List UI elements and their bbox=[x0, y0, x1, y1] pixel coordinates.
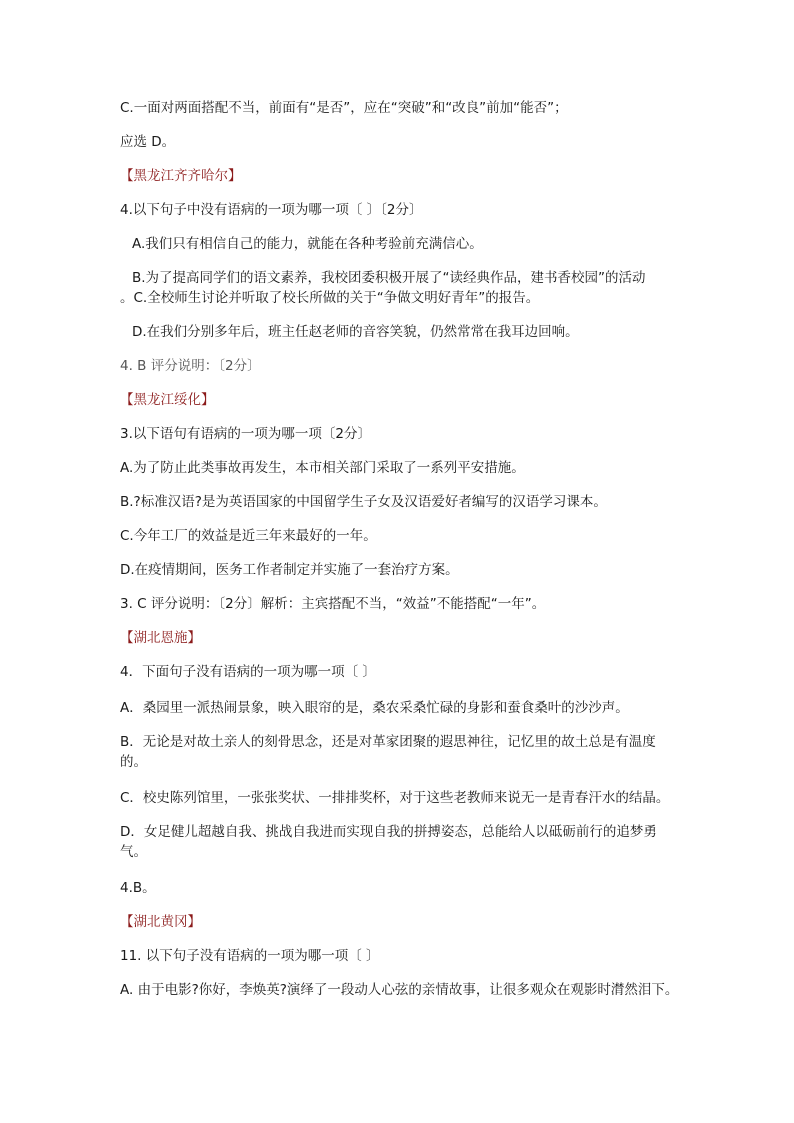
question-text: 11. 以下句子没有语病的一项为哪一项〔 〕 bbox=[120, 948, 380, 964]
section-heading: 【湖北恩施】 bbox=[120, 630, 201, 646]
option-d: D．女足健儿超越自我、挑战自我进而实现自我的拼搏姿态，总能给人以砥砺前行的追梦勇气。 bbox=[120, 824, 657, 860]
option-c: C.今年工厂的效益是近三年来最好的一年。 bbox=[120, 528, 377, 544]
section-heading: 【黑龙江绥化】 bbox=[120, 392, 215, 408]
option-d: D.在疫情期间，医务工作者制定并实施了一套治疗方案。 bbox=[120, 562, 459, 578]
section-heading: 【黑龙江齐齐哈尔】 bbox=[120, 168, 242, 184]
answer-text: 4. B 评分说明：〔2分〕 bbox=[120, 358, 261, 374]
option-b: B.?标准汉语?是为英语国家的中国留学生子女及汉语爱好者编写的汉语学习课本。 bbox=[120, 494, 607, 510]
answer-text: 4.B。 bbox=[120, 880, 156, 896]
option-b: B.为了提高同学们的语文素养，我校团委积极开展了“读经典作品，建书香校园”的活动 bbox=[132, 270, 646, 286]
option-a: A.为了防止此类事故再发生，本市相关部门采取了一系列平安措施。 bbox=[120, 460, 525, 476]
option-a: A. 由于电影?你好，李焕英?演绎了一段动人心弦的亲情故事，让很多观众在观影时潸然泪下。 bbox=[120, 982, 679, 998]
question-text: 3.以下语句有语病的一项为哪一项〔2分〕 bbox=[120, 426, 371, 442]
section-heading: 【湖北黄冈】 bbox=[120, 914, 201, 930]
option-c: C．校史陈列馆里，一张张奖状、一排排奖杯，对于这些老教师来说无一是青春汗水的结晶。 bbox=[120, 790, 670, 806]
text-line: 应选 D。 bbox=[120, 134, 176, 150]
option-a: A.我们只有相信自己的能力，就能在各种考验前充满信心。 bbox=[132, 236, 483, 252]
option-b: B．无论是对故土亲人的刻骨思念，还是对革家团聚的遐思神往，记忆里的故土总是有温度的。 bbox=[120, 734, 656, 770]
option-c: 。C.全校师生讨论并听取了校长所做的关于“争做文明好青年”的报告。 bbox=[120, 290, 540, 306]
question-text: 4．下面句子没有语病的一项为哪一项〔 〕 bbox=[120, 664, 376, 680]
option-a: A．桑园里一派热闹景象，映入眼帘的是，桑农采桑忙碌的身影和蚕食桑叶的沙沙声。 bbox=[120, 700, 629, 716]
option-d: D.在我们分别多年后，班主任赵老师的音容笑貌，仍然常常在我耳边回响。 bbox=[132, 324, 579, 340]
question-text: 4.以下句子中没有语病的一项为哪一项〔 〕〔2分〕 bbox=[120, 202, 423, 218]
text-line: C.一面对两面搭配不当，前面有“是否”，应在“突破”和“改良”前加“能否”； bbox=[120, 100, 568, 116]
answer-text: 3. C 评分说明：〔2分〕解析：主宾搭配不当，“效益”不能搭配“一年”。 bbox=[120, 596, 546, 612]
